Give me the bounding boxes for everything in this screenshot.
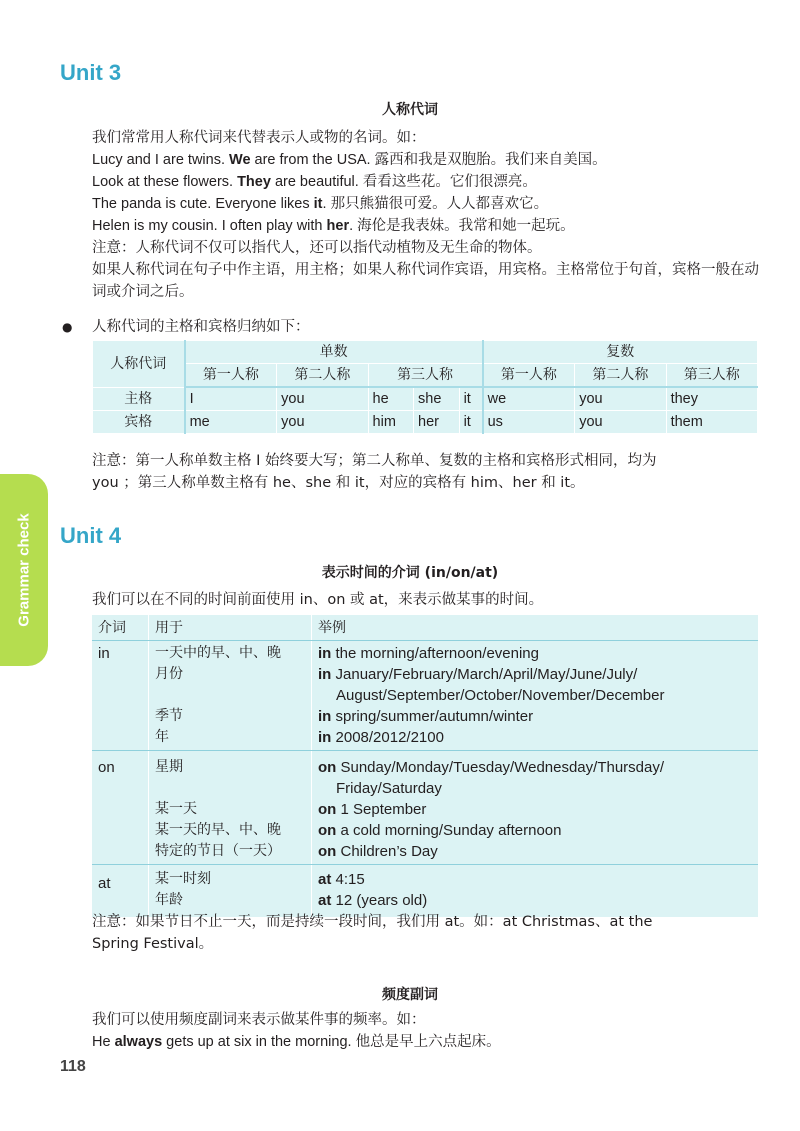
table-cell: her xyxy=(414,411,460,434)
example-line: Lucy and I are twins. We are from the USA. 露西和我是双胞胎。我们来自美国。 xyxy=(92,152,607,168)
second-person-header: 第二人称 xyxy=(575,364,666,388)
bullet-icon: ● xyxy=(62,320,73,334)
bullet-text: 人称代词的主格和宾格归纳如下： xyxy=(92,319,310,335)
note-text: 注意：人称代词不仅可以指代人，还可以指代动植物及无生命的物体。 xyxy=(92,240,542,256)
preposition-cell: on xyxy=(92,751,149,865)
unit-3-note xyxy=(92,450,764,494)
table-row xyxy=(92,751,758,865)
first-person-header: 第一人称 xyxy=(483,364,575,388)
row-label-object: 宾格 xyxy=(93,411,185,434)
note-text: 如果人称代词在句子中作主语，用主格；如果人称代词作宾语，用宾格。主格常位于句首，宾格一般在动词或介词之后。 xyxy=(92,262,759,300)
table-cell: they xyxy=(666,387,757,411)
table-row xyxy=(92,865,758,918)
intro-text: 我们常常用人称代词来代替表示人或物的名词。如： xyxy=(92,130,426,146)
usage-cell: 星期 某一天 某一天的早、中、晚 特定的节日（一天） xyxy=(149,751,312,865)
example-line: Helen is my cousin. I often play with her. 海伦是我表妹。我常和她一起玩。 xyxy=(92,218,575,234)
header-example: 举例 xyxy=(312,615,759,641)
example-cell: at 4:15 at 12 (years old) xyxy=(318,871,428,909)
note-text: 注意：第一人称单数主格 I 始终要大写；第二人称单、复数的主格和宾格形式相同，均为 xyxy=(92,453,657,469)
header-preposition: 介词 xyxy=(92,615,149,641)
table-cell: we xyxy=(483,387,575,411)
table-cell: us xyxy=(483,411,575,434)
example-line: The panda is cute. Everyone likes it. 那只熊猫很可爱。人人都喜欢它。 xyxy=(92,196,549,212)
table-cell: it xyxy=(459,411,483,434)
table-cell: you xyxy=(277,387,368,411)
third-person-header: 第三人称 xyxy=(666,364,757,388)
unit-4-intro xyxy=(92,589,764,611)
pronoun-table xyxy=(92,340,758,434)
example-line: Look at these flowers. They are beautiful. 看看这些花。它们很漂亮。 xyxy=(92,174,537,190)
page-number: 118 xyxy=(60,1058,86,1075)
table-cell: me xyxy=(185,411,277,434)
table-cell: it xyxy=(459,387,483,411)
plural-header: 复数 xyxy=(483,341,758,364)
third-person-header: 第三人称 xyxy=(368,364,483,388)
usage-cell: 某一时刻 年龄 xyxy=(149,865,312,918)
preposition-table xyxy=(92,615,758,917)
table-cell: he xyxy=(368,387,414,411)
note-text: 注意：如果节日不止一天，而是持续一段时间，我们用 at。如：at Christmas、at the xyxy=(92,914,653,930)
preposition-cell: in xyxy=(92,641,149,751)
preposition-cell: at xyxy=(92,865,149,918)
example-cell: in the morning/afternoon/evening in January/February/March/April/May/June/July/ August/September/October/November/December in spring/summer/autumn/winter in 2008/2012/2100 xyxy=(312,641,759,751)
note-text: you ；第三人称单数主格有 he、she 和 it，对应的宾格有 him、her 和 it。 xyxy=(92,475,585,491)
unit-4-title: Unit 4 xyxy=(60,523,122,548)
table-cell: you xyxy=(575,411,666,434)
bullet-item xyxy=(62,316,310,338)
intro-text: 我们可以在不同的时间前面使用 in、on 或 at，来表示做某事的时间。 xyxy=(92,592,544,608)
table-cell: you xyxy=(575,387,666,411)
second-person-header: 第二人称 xyxy=(277,364,368,388)
usage-cell: 一天中的早、中、晚 月份 季节 年 xyxy=(149,641,312,751)
table-cell: she xyxy=(414,387,460,411)
unit-4-heading: 表示时间的介词 (in/on/at) xyxy=(321,565,499,581)
table-corner: 人称代词 xyxy=(93,341,185,388)
frequency-body xyxy=(92,1009,764,1053)
unit-4-note xyxy=(92,911,764,955)
first-person-header: 第一人称 xyxy=(185,364,277,388)
unit-3-title: Unit 3 xyxy=(60,60,122,85)
table-row xyxy=(92,641,758,751)
header-usage: 用于 xyxy=(149,615,312,641)
intro-text: 我们可以使用频度副词来表示做某件事的频率。如： xyxy=(92,1012,426,1028)
example-cell: on Sunday/Monday/Tuesday/Wednesday/Thursday/ Friday/Saturday on 1 September on a cold morning/Sunday afternoon on Children’s Day xyxy=(312,751,759,865)
row-label-subject: 主格 xyxy=(93,387,185,411)
section-tab-label: Grammar check xyxy=(15,513,33,627)
unit-3-heading: 人称代词 xyxy=(382,102,438,118)
table-cell: I xyxy=(185,387,277,411)
singular-header: 单数 xyxy=(185,341,483,364)
table-cell: them xyxy=(666,411,757,434)
frequency-adverbs-heading: 频度副词 xyxy=(382,987,438,1003)
table-cell: you xyxy=(277,411,368,434)
unit-3-body xyxy=(92,127,764,303)
example-line: He always gets up at six in the morning. 他总是早上六点起床。 xyxy=(92,1034,501,1050)
note-text: Spring Festival。 xyxy=(92,936,214,952)
table-cell: him xyxy=(368,411,414,434)
